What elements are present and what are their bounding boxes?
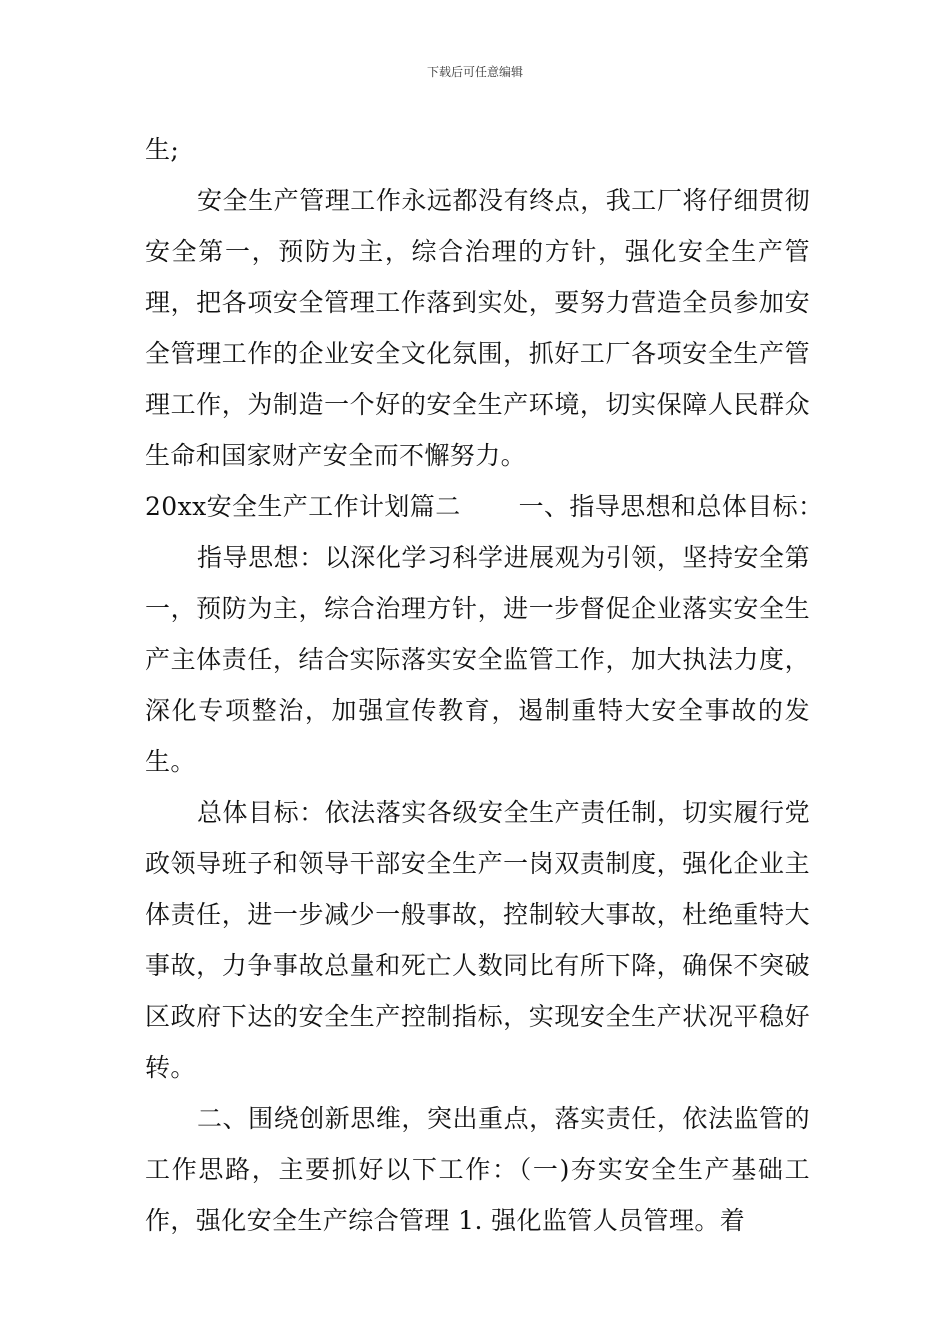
section-subtitle: 一、指导思想和总体目标： <box>518 492 824 521</box>
section-title: 20xx安全生产工作计划篇二 <box>145 492 461 521</box>
paragraph-continuation: 生; <box>145 135 180 164</box>
paragraph-guiding-thought: 指导思想：以深化学习科学进展观为引领，坚持安全第一，预防为主，综合治理方针，进一步督促企业落实安全生产主体责任，结合实际落实安全监管工作，加大执法力度，深化专项整治，加强宣传教育，遏制重特大安全事故的发生。 <box>145 543 810 776</box>
page-header-note: 下载后可任意编辑 <box>426 65 523 79</box>
section-heading <box>145 481 824 532</box>
document-body <box>145 124 824 1246</box>
paragraph-safety-management: 安全生产管理工作永远都没有终点，我工厂将仔细贯彻安全第一，预防为主，综合治理的方针，强化安全生产管理，把各项安全管理工作落到实处，要努力营造全员参加安全管理工作的企业安全文化氛围，抓好工厂各项安全生产管理工作，为制造一个好的安全生产环境，切实保障人民群众生命和国家财产安全而不懈努力。 <box>145 186 810 470</box>
paragraph-work-plan: 二、围绕创新思维，突出重点，落实责任，依法监管的工作思路，主要抓好以下工作：（一)夯实安全生产基础工作，强化安全生产综合管理 1. 强化监管人员管理。着 <box>145 1104 810 1235</box>
paragraph-overall-goal: 总体目标：依法落实各级安全生产责任制，切实履行党政领导班子和领导干部安全生产一岗双责制度，强化企业主体责任，进一步减少一般事故，控制较大事故，杜绝重特大事故，力争事故总量和死亡人数同比有所下降，确保不突破区政府下达的安全生产控制指标，实现安全生产状况平稳好转。 <box>145 798 810 1082</box>
